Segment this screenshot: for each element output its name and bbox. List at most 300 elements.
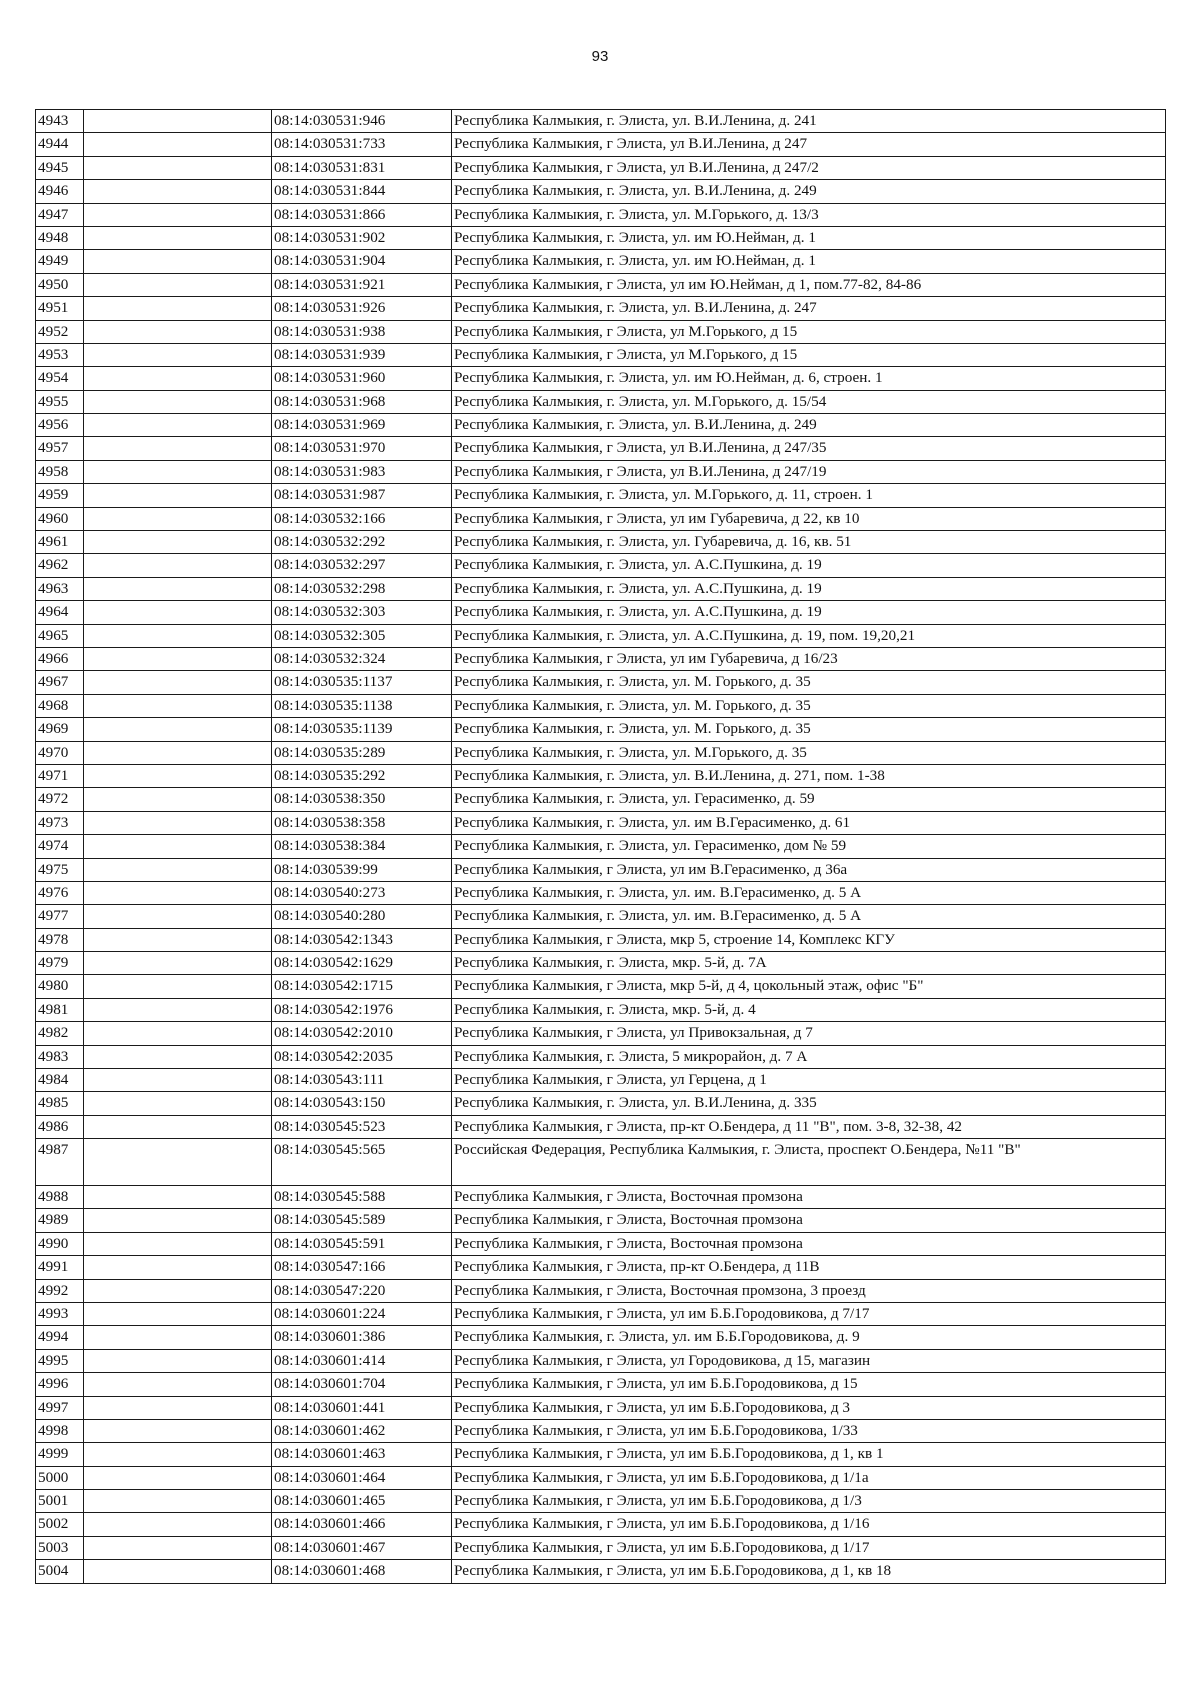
cadastral-number-cell: 08:14:030542:1629 <box>272 952 452 975</box>
address-cell: Республика Калмыкия, г Элиста, ул им Б.Б.Городовикова, д 1/1а <box>452 1466 1166 1489</box>
cadastral-number-cell: 08:14:030542:1343 <box>272 928 452 951</box>
cadastral-number-cell: 08:14:030532:303 <box>272 601 452 624</box>
cadastral-number-cell: 08:14:030601:463 <box>272 1443 452 1466</box>
cadastral-number-cell: 08:14:030601:414 <box>272 1349 452 1372</box>
table-row <box>36 1349 1166 1372</box>
table-row <box>36 110 1166 133</box>
row-number-cell: 4959 <box>36 484 84 507</box>
row-number-cell: 4951 <box>36 297 84 320</box>
address-cell: Республика Калмыкия, г. Элиста, ул. им. В.Герасименко, д. 5 А <box>452 881 1166 904</box>
cadastral-number-cell: 08:14:030532:298 <box>272 577 452 600</box>
table-row <box>36 180 1166 203</box>
address-cell: Республика Калмыкия, г. Элиста, ул. им В.Герасименко, д. 61 <box>452 811 1166 834</box>
table-row <box>36 835 1166 858</box>
empty-cell <box>84 484 272 507</box>
table-row <box>36 905 1166 928</box>
table-row <box>36 484 1166 507</box>
address-cell: Республика Калмыкия, г. Элиста, ул. В.И.Ленина, д. 271, пом. 1-38 <box>452 764 1166 787</box>
row-number-cell: 4979 <box>36 952 84 975</box>
row-number-cell: 4984 <box>36 1069 84 1092</box>
row-number-cell: 4985 <box>36 1092 84 1115</box>
empty-cell <box>84 1256 272 1279</box>
cadastral-number-cell: 08:14:030531:970 <box>272 437 452 460</box>
empty-cell <box>84 858 272 881</box>
row-number-cell: 4954 <box>36 367 84 390</box>
address-cell: Республика Калмыкия, г Элиста, мкр 5-й, д 4, цокольный этаж, офис "Б" <box>452 975 1166 998</box>
address-cell: Республика Калмыкия, г Элиста, Восточная промзона, 3 проезд <box>452 1279 1166 1302</box>
address-cell: Республика Калмыкия, г Элиста, ул Городовикова, д 15, магазин <box>452 1349 1166 1372</box>
row-number-cell: 4999 <box>36 1443 84 1466</box>
table-row <box>36 694 1166 717</box>
cadastral-number-cell: 08:14:030601:464 <box>272 1466 452 1489</box>
cadastral-number-cell: 08:14:030531:921 <box>272 273 452 296</box>
row-number-cell: 4990 <box>36 1232 84 1255</box>
row-number-cell: 4964 <box>36 601 84 624</box>
row-number-cell: 4961 <box>36 531 84 554</box>
empty-cell <box>84 133 272 156</box>
empty-cell <box>84 390 272 413</box>
cadastral-number-cell: 08:14:030532:166 <box>272 507 452 530</box>
cadastral-number-cell: 08:14:030535:1137 <box>272 671 452 694</box>
cadastral-number-cell: 08:14:030601:704 <box>272 1373 452 1396</box>
row-number-cell: 4945 <box>36 156 84 179</box>
row-number-cell: 4965 <box>36 624 84 647</box>
table-row <box>36 1045 1166 1068</box>
table-row <box>36 718 1166 741</box>
table-row <box>36 554 1166 577</box>
row-number-cell: 4994 <box>36 1326 84 1349</box>
address-cell: Республика Калмыкия, г Элиста, ул им Б.Б.Городовикова, д 7/17 <box>452 1302 1166 1325</box>
address-cell: Республика Калмыкия, г Элиста, ул им Б.Б.Городовикова, 1/33 <box>452 1419 1166 1442</box>
row-number-cell: 4955 <box>36 390 84 413</box>
address-cell: Республика Калмыкия, г. Элиста, ул. Губаревича, д. 16, кв. 51 <box>452 531 1166 554</box>
cadastral-number-cell: 08:14:030543:111 <box>272 1069 452 1092</box>
address-cell: Республика Калмыкия, г. Элиста, ул. В.И.Ленина, д. 249 <box>452 180 1166 203</box>
empty-cell <box>84 577 272 600</box>
address-cell: Республика Калмыкия, г Элиста, ул им Б.Б.Городовикова, д 1/3 <box>452 1490 1166 1513</box>
address-cell: Республика Калмыкия, г. Элиста, ул. В.И.Ленина, д. 241 <box>452 110 1166 133</box>
row-number-cell: 4949 <box>36 250 84 273</box>
cadastral-number-cell: 08:14:030545:565 <box>272 1139 452 1186</box>
cadastral-number-cell: 08:14:030542:2035 <box>272 1045 452 1068</box>
row-number-cell: 5002 <box>36 1513 84 1536</box>
row-number-cell: 4972 <box>36 788 84 811</box>
cadastral-number-cell: 08:14:030532:292 <box>272 531 452 554</box>
table-row <box>36 788 1166 811</box>
table-row <box>36 647 1166 670</box>
empty-cell <box>84 1396 272 1419</box>
empty-cell <box>84 203 272 226</box>
row-number-cell: 4968 <box>36 694 84 717</box>
table-row <box>36 460 1166 483</box>
cadastral-number-cell: 08:14:030531:831 <box>272 156 452 179</box>
address-cell: Республика Калмыкия, г. Элиста, ул. М. Горького, д. 35 <box>452 694 1166 717</box>
cadastral-number-cell: 08:14:030542:2010 <box>272 1022 452 1045</box>
empty-cell <box>84 601 272 624</box>
address-cell: Республика Калмыкия, г. Элиста, ул. М.Горького, д. 13/3 <box>452 203 1166 226</box>
row-number-cell: 4946 <box>36 180 84 203</box>
address-cell: Республика Калмыкия, г. Элиста, ул. А.С.Пушкина, д. 19 <box>452 577 1166 600</box>
address-cell: Республика Калмыкия, г Элиста, ул им В.Герасименко, д 36а <box>452 858 1166 881</box>
cadastral-number-cell: 08:14:030545:523 <box>272 1115 452 1138</box>
row-number-cell: 4963 <box>36 577 84 600</box>
address-cell: Республика Калмыкия, г. Элиста, ул. им. В.Герасименко, д. 5 А <box>452 905 1166 928</box>
table-row <box>36 390 1166 413</box>
row-number-cell: 4996 <box>36 1373 84 1396</box>
empty-cell <box>84 1279 272 1302</box>
empty-cell <box>84 1069 272 1092</box>
cadastral-number-cell: 08:14:030547:166 <box>272 1256 452 1279</box>
cadastral-number-cell: 08:14:030601:467 <box>272 1536 452 1559</box>
address-cell: Республика Калмыкия, г Элиста, ул им Губаревича, д 22, кв 10 <box>452 507 1166 530</box>
row-number-cell: 4983 <box>36 1045 84 1068</box>
cadastral-number-cell: 08:14:030535:1139 <box>272 718 452 741</box>
empty-cell <box>84 507 272 530</box>
address-cell: Республика Калмыкия, г Элиста, пр-кт О.Бендера, д 11 "В", пом. 3-8, 32-38, 42 <box>452 1115 1166 1138</box>
table-row <box>36 1419 1166 1442</box>
row-number-cell: 4943 <box>36 110 84 133</box>
table-row <box>36 858 1166 881</box>
table-row <box>36 1185 1166 1208</box>
address-cell: Республика Калмыкия, г. Элиста, 5 микрорайон, д. 7 А <box>452 1045 1166 1068</box>
empty-cell <box>84 226 272 249</box>
table-row <box>36 507 1166 530</box>
cadastral-number-cell: 08:14:030531:987 <box>272 484 452 507</box>
table-row <box>36 741 1166 764</box>
empty-cell <box>84 343 272 366</box>
address-cell: Республика Калмыкия, г Элиста, ул Привокзальная, д 7 <box>452 1022 1166 1045</box>
empty-cell <box>84 1419 272 1442</box>
row-number-cell: 4976 <box>36 881 84 904</box>
address-cell: Республика Калмыкия, г Элиста, пр-кт О.Бендера, д 11В <box>452 1256 1166 1279</box>
empty-cell <box>84 905 272 928</box>
address-cell: Республика Калмыкия, г. Элиста, ул. Герасименко, д. 59 <box>452 788 1166 811</box>
row-number-cell: 4986 <box>36 1115 84 1138</box>
cadastral-number-cell: 08:14:030538:384 <box>272 835 452 858</box>
empty-cell <box>84 1115 272 1138</box>
row-number-cell: 4960 <box>36 507 84 530</box>
address-cell: Республика Калмыкия, г Элиста, ул им Б.Б.Городовикова, д 3 <box>452 1396 1166 1419</box>
cadastral-number-cell: 08:14:030538:350 <box>272 788 452 811</box>
table-row <box>36 1443 1166 1466</box>
cadastral-number-cell: 08:14:030545:591 <box>272 1232 452 1255</box>
address-cell: Республика Калмыкия, г. Элиста, ул. А.С.Пушкина, д. 19 <box>452 601 1166 624</box>
table-row <box>36 881 1166 904</box>
table-row <box>36 952 1166 975</box>
empty-cell <box>84 928 272 951</box>
address-cell: Республика Калмыкия, г Элиста, ул В.И.Ленина, д 247 <box>452 133 1166 156</box>
cadastral-number-cell: 08:14:030532:297 <box>272 554 452 577</box>
empty-cell <box>84 694 272 717</box>
address-cell: Республика Калмыкия, г. Элиста, ул. В.И.Ленина, д. 247 <box>452 297 1166 320</box>
cadastral-number-cell: 08:14:030531:866 <box>272 203 452 226</box>
cadastral-number-cell: 08:14:030601:462 <box>272 1419 452 1442</box>
empty-cell <box>84 1466 272 1489</box>
empty-cell <box>84 156 272 179</box>
table-row <box>36 437 1166 460</box>
row-number-cell: 4967 <box>36 671 84 694</box>
cadastral-number-cell: 08:14:030545:588 <box>272 1185 452 1208</box>
table-row <box>36 1373 1166 1396</box>
table-row <box>36 1536 1166 1559</box>
row-number-cell: 4981 <box>36 998 84 1021</box>
row-number-cell: 4970 <box>36 741 84 764</box>
address-cell: Республика Калмыкия, г. Элиста, мкр. 5-й, д. 4 <box>452 998 1166 1021</box>
address-cell: Республика Калмыкия, г. Элиста, ул. им Ю.Нейман, д. 6, строен. 1 <box>452 367 1166 390</box>
table-row <box>36 133 1166 156</box>
empty-cell <box>84 1443 272 1466</box>
row-number-cell: 4950 <box>36 273 84 296</box>
row-number-cell: 4956 <box>36 414 84 437</box>
table-row <box>36 1232 1166 1255</box>
cadastral-number-cell: 08:14:030535:289 <box>272 741 452 764</box>
cadastral-number-cell: 08:14:030542:1976 <box>272 998 452 1021</box>
cadastral-number-cell: 08:14:030601:441 <box>272 1396 452 1419</box>
address-cell: Республика Калмыкия, г Элиста, ул В.И.Ленина, д 247/19 <box>452 460 1166 483</box>
table-row <box>36 601 1166 624</box>
cadastral-number-cell: 08:14:030531:904 <box>272 250 452 273</box>
address-cell: Республика Калмыкия, г Элиста, ул М.Горького, д 15 <box>452 320 1166 343</box>
address-cell: Республика Калмыкия, г. Элиста, ул. М. Горького, д. 35 <box>452 718 1166 741</box>
row-number-cell: 4993 <box>36 1302 84 1325</box>
row-number-cell: 4989 <box>36 1209 84 1232</box>
empty-cell <box>84 1326 272 1349</box>
cadastral-number-cell: 08:14:030531:902 <box>272 226 452 249</box>
address-cell: Республика Калмыкия, г Элиста, ул им Б.Б.Городовикова, д 1/16 <box>452 1513 1166 1536</box>
cadastral-number-cell: 08:14:030601:465 <box>272 1490 452 1513</box>
table-row <box>36 1256 1166 1279</box>
cadastral-number-cell: 08:14:030531:968 <box>272 390 452 413</box>
row-number-cell: 4987 <box>36 1139 84 1186</box>
address-cell: Республика Калмыкия, г Элиста, ул им Б.Б.Городовикова, д 15 <box>452 1373 1166 1396</box>
empty-cell <box>84 952 272 975</box>
cadastral-number-cell: 08:14:030531:926 <box>272 297 452 320</box>
empty-cell <box>84 1092 272 1115</box>
address-cell: Республика Калмыкия, г Элиста, ул В.И.Ленина, д 247/2 <box>452 156 1166 179</box>
address-cell: Республика Калмыкия, г. Элиста, ул. А.С.Пушкина, д. 19, пом. 19,20,21 <box>452 624 1166 647</box>
cadastral-number-cell: 08:14:030538:358 <box>272 811 452 834</box>
address-cell: Российская Федерация, Республика Калмыкия, г. Элиста, проспект О.Бендера, №11 "В" <box>452 1139 1166 1186</box>
row-number-cell: 4998 <box>36 1419 84 1442</box>
empty-cell <box>84 1022 272 1045</box>
address-cell: Республика Калмыкия, г. Элиста, ул. М.Горького, д. 11, строен. 1 <box>452 484 1166 507</box>
row-number-cell: 4974 <box>36 835 84 858</box>
row-number-cell: 4997 <box>36 1396 84 1419</box>
empty-cell <box>84 1045 272 1068</box>
empty-cell <box>84 624 272 647</box>
empty-cell <box>84 1139 272 1186</box>
address-cell: Республика Калмыкия, г. Элиста, ул. В.И.Ленина, д. 249 <box>452 414 1166 437</box>
row-number-cell: 4978 <box>36 928 84 951</box>
address-cell: Республика Калмыкия, г Элиста, ул В.И.Ленина, д 247/35 <box>452 437 1166 460</box>
empty-cell <box>84 1536 272 1559</box>
row-number-cell: 4944 <box>36 133 84 156</box>
empty-cell <box>84 998 272 1021</box>
empty-cell <box>84 437 272 460</box>
empty-cell <box>84 1349 272 1372</box>
cadastral-number-cell: 08:14:030601:466 <box>272 1513 452 1536</box>
empty-cell <box>84 297 272 320</box>
address-cell: Республика Калмыкия, г. Элиста, ул. В.И.Ленина, д. 335 <box>452 1092 1166 1115</box>
empty-cell <box>84 718 272 741</box>
address-cell: Республика Калмыкия, г Элиста, мкр 5, строение 14, Комплекс КГУ <box>452 928 1166 951</box>
empty-cell <box>84 647 272 670</box>
empty-cell <box>84 811 272 834</box>
empty-cell <box>84 1373 272 1396</box>
address-cell: Республика Калмыкия, г Элиста, ул им Ю.Нейман, д 1, пом.77-82, 84-86 <box>452 273 1166 296</box>
row-number-cell: 4957 <box>36 437 84 460</box>
empty-cell <box>84 1302 272 1325</box>
empty-cell <box>84 1232 272 1255</box>
row-number-cell: 4982 <box>36 1022 84 1045</box>
cadastral-number-cell: 08:14:030531:946 <box>272 110 452 133</box>
table-row <box>36 226 1166 249</box>
empty-cell <box>84 367 272 390</box>
cadastral-number-cell: 08:14:030539:99 <box>272 858 452 881</box>
row-number-cell: 4977 <box>36 905 84 928</box>
empty-cell <box>84 460 272 483</box>
cadastral-number-cell: 08:14:030601:386 <box>272 1326 452 1349</box>
address-cell: Республика Калмыкия, г Элиста, ул им Б.Б.Городовикова, д 1, кв 1 <box>452 1443 1166 1466</box>
cadastral-number-cell: 08:14:030540:280 <box>272 905 452 928</box>
table-row <box>36 414 1166 437</box>
cadastral-number-cell: 08:14:030545:589 <box>272 1209 452 1232</box>
address-cell: Республика Калмыкия, г. Элиста, ул. им Б.Б.Городовикова, д. 9 <box>452 1326 1166 1349</box>
empty-cell <box>84 788 272 811</box>
table-row <box>36 1326 1166 1349</box>
row-number-cell: 5000 <box>36 1466 84 1489</box>
table-row <box>36 811 1166 834</box>
table-row <box>36 764 1166 787</box>
address-cell: Республика Калмыкия, г. Элиста, ул. М.Горького, д. 15/54 <box>452 390 1166 413</box>
cadastral-number-cell: 08:14:030531:960 <box>272 367 452 390</box>
address-cell: Республика Калмыкия, г. Элиста, ул. А.С.Пушкина, д. 19 <box>452 554 1166 577</box>
row-number-cell: 4952 <box>36 320 84 343</box>
cadastral-number-cell: 08:14:030543:150 <box>272 1092 452 1115</box>
empty-cell <box>84 835 272 858</box>
table-row <box>36 1513 1166 1536</box>
cadastral-number-cell: 08:14:030532:305 <box>272 624 452 647</box>
cadastral-number-cell: 08:14:030535:1138 <box>272 694 452 717</box>
address-cell: Республика Калмыкия, г. Элиста, ул. М.Горького, д. 35 <box>452 741 1166 764</box>
empty-cell <box>84 671 272 694</box>
row-number-cell: 5001 <box>36 1490 84 1513</box>
table-row <box>36 1092 1166 1115</box>
table-row <box>36 671 1166 694</box>
table-row <box>36 1490 1166 1513</box>
table-row <box>36 343 1166 366</box>
cadastral-number-cell: 08:14:030532:324 <box>272 647 452 670</box>
address-cell: Республика Калмыкия, г. Элиста, ул. Герасименко, дом № 59 <box>452 835 1166 858</box>
empty-cell <box>84 531 272 554</box>
cadastral-number-cell: 08:14:030531:939 <box>272 343 452 366</box>
empty-cell <box>84 250 272 273</box>
row-number-cell: 4947 <box>36 203 84 226</box>
address-cell: Республика Калмыкия, г. Элиста, мкр. 5-й, д. 7А <box>452 952 1166 975</box>
address-cell: Республика Калмыкия, г Элиста, Восточная промзона <box>452 1209 1166 1232</box>
empty-cell <box>84 764 272 787</box>
empty-cell <box>84 180 272 203</box>
cadastral-number-cell: 08:14:030542:1715 <box>272 975 452 998</box>
row-number-cell: 4973 <box>36 811 84 834</box>
row-number-cell: 4988 <box>36 1185 84 1208</box>
row-number-cell: 4966 <box>36 647 84 670</box>
table-row <box>36 1302 1166 1325</box>
cadastral-number-cell: 08:14:030535:292 <box>272 764 452 787</box>
table-row <box>36 928 1166 951</box>
cadastral-number-cell: 08:14:030531:844 <box>272 180 452 203</box>
row-number-cell: 4971 <box>36 764 84 787</box>
address-cell: Республика Калмыкия, г Элиста, ул им Губаревича, д 16/23 <box>452 647 1166 670</box>
empty-cell <box>84 1513 272 1536</box>
empty-cell <box>84 741 272 764</box>
cadastral-number-cell: 08:14:030540:273 <box>272 881 452 904</box>
table-row <box>36 250 1166 273</box>
cadastral-number-cell: 08:14:030531:733 <box>272 133 452 156</box>
cadastral-number-cell: 08:14:030601:468 <box>272 1560 452 1583</box>
table-row <box>36 203 1166 226</box>
row-number-cell: 4969 <box>36 718 84 741</box>
table-row <box>36 531 1166 554</box>
table-row <box>36 273 1166 296</box>
empty-cell <box>84 110 272 133</box>
empty-cell <box>84 1490 272 1513</box>
page-number: 93 <box>591 48 609 65</box>
table-row <box>36 320 1166 343</box>
table-row <box>36 367 1166 390</box>
empty-cell <box>84 554 272 577</box>
table-row <box>36 1115 1166 1138</box>
row-number-cell: 4980 <box>36 975 84 998</box>
row-number-cell: 4953 <box>36 343 84 366</box>
cadastral-number-cell: 08:14:030531:969 <box>272 414 452 437</box>
registry-table <box>35 109 1166 1584</box>
row-number-cell: 4962 <box>36 554 84 577</box>
address-cell: Республика Калмыкия, г Элиста, ул Герцена, д 1 <box>452 1069 1166 1092</box>
address-cell: Республика Калмыкия, г. Элиста, ул. М. Горького, д. 35 <box>452 671 1166 694</box>
table-row <box>36 1396 1166 1419</box>
cadastral-number-cell: 08:14:030531:983 <box>272 460 452 483</box>
empty-cell <box>84 975 272 998</box>
row-number-cell: 4995 <box>36 1349 84 1372</box>
empty-cell <box>84 1560 272 1583</box>
empty-cell <box>84 1185 272 1208</box>
address-cell: Республика Калмыкия, г Элиста, ул им Б.Б.Городовикова, д 1, кв 18 <box>452 1560 1166 1583</box>
empty-cell <box>84 273 272 296</box>
empty-cell <box>84 320 272 343</box>
empty-cell <box>84 1209 272 1232</box>
table-row <box>36 1209 1166 1232</box>
cadastral-number-cell: 08:14:030547:220 <box>272 1279 452 1302</box>
table-row <box>36 1279 1166 1302</box>
cadastral-number-cell: 08:14:030531:938 <box>272 320 452 343</box>
row-number-cell: 4948 <box>36 226 84 249</box>
row-number-cell: 4992 <box>36 1279 84 1302</box>
cadastral-number-cell: 08:14:030601:224 <box>272 1302 452 1325</box>
address-cell: Республика Калмыкия, г Элиста, ул им Б.Б.Городовикова, д 1/17 <box>452 1536 1166 1559</box>
address-cell: Республика Калмыкия, г. Элиста, ул. им Ю.Нейман, д. 1 <box>452 226 1166 249</box>
address-cell: Республика Калмыкия, г Элиста, Восточная промзона <box>452 1185 1166 1208</box>
table-row <box>36 156 1166 179</box>
registry-table-body <box>36 110 1166 1584</box>
address-cell: Республика Калмыкия, г. Элиста, ул. им Ю.Нейман, д. 1 <box>452 250 1166 273</box>
address-cell: Республика Калмыкия, г Элиста, Восточная промзона <box>452 1232 1166 1255</box>
empty-cell <box>84 414 272 437</box>
row-number-cell: 5003 <box>36 1536 84 1559</box>
table-row <box>36 1069 1166 1092</box>
table-row <box>36 1560 1166 1583</box>
row-number-cell: 4975 <box>36 858 84 881</box>
